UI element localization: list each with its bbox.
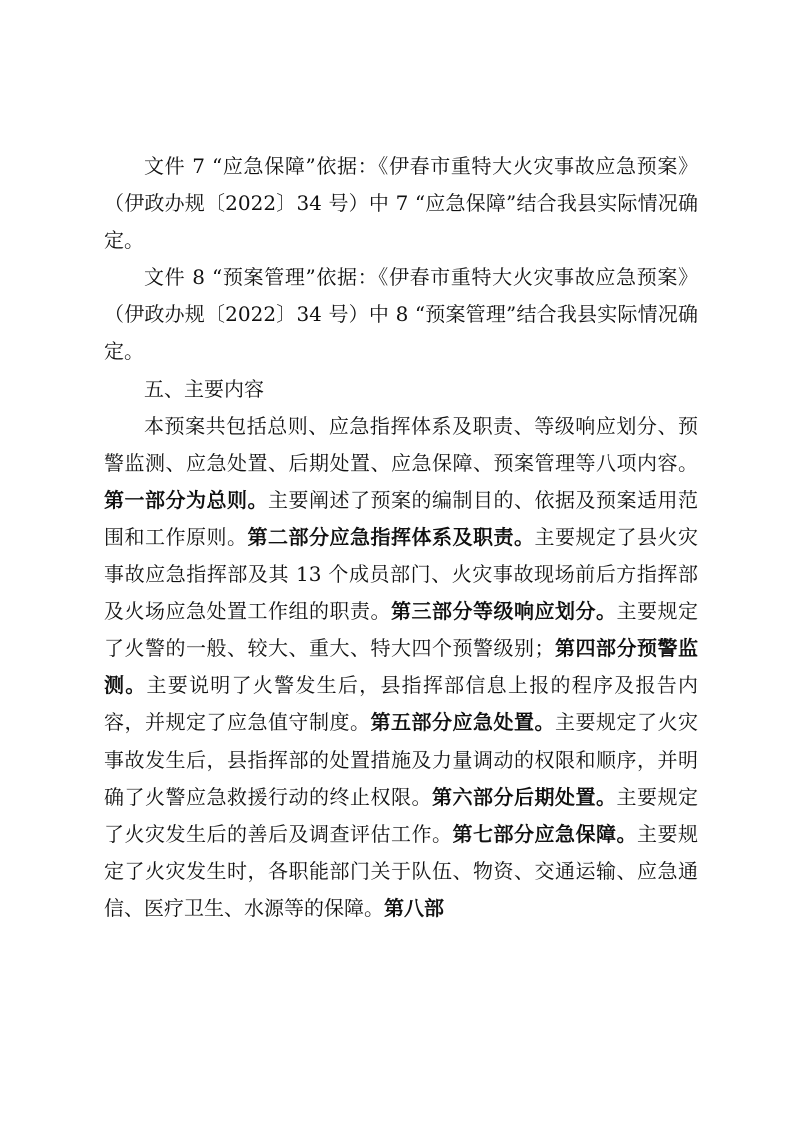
paragraph-main-content — [104, 408, 698, 927]
bold-section-title: 第二部分应急指挥体系及职责。 — [247, 524, 535, 549]
paragraph-file-7 — [104, 148, 698, 259]
text-run: 主要规定了火灾发生时，各职能部门关于队伍、物资、交通运输、应急通信、医疗卫生、水源等的保障。 — [104, 821, 698, 920]
bold-section-title: 第五部分应急处置。 — [370, 710, 555, 735]
text-run: 主要规定了火灾发生后的善后及调查评估工作。 — [104, 784, 698, 846]
text-run: 主要说明了火警发生后，县指挥部信息上报的程序及报告内容，并规定了应急值守制度。 — [104, 673, 699, 735]
heading-text: 五、主要内容 — [144, 376, 264, 401]
bold-section-title: 第一部分为总则。 — [104, 487, 268, 512]
bold-section-title: 第四部分预警监测。 — [104, 636, 698, 698]
bold-section-title: 第七部分应急保障。 — [452, 821, 637, 846]
bold-section-title: 第六部分后期处置。 — [432, 784, 617, 809]
text-run: 文件 8 “预案管理”依据：《伊春市重特大火灾事故应急预案》（伊政办规〔2022〕34 号）中 8 “预案管理”结合我县实际情况确定。 — [104, 265, 698, 364]
text-run: 主要阐述了预案的编制目的、依据及预案适用范围和工作原则。 — [104, 487, 698, 549]
text-run: 文件 7 “应急保障”依据：《伊春市重特大火灾事故应急预案》（伊政办规〔2022〕34 号）中 7 “应急保障”结合我县实际情况确定。 — [104, 154, 698, 253]
text-run: 主要规定了火灾事故发生后，县指挥部的处置措施及力量调动的权限和顺序，并明确了火警应急救援行动的终止权限。 — [104, 710, 698, 809]
paragraph-file-8 — [104, 259, 698, 370]
bold-section-title: 第三部分等级响应划分。 — [391, 599, 617, 624]
text-run: 主要规定了火警的一般、较大、重大、特大四个预警级别； — [104, 599, 698, 661]
document-body — [104, 148, 698, 927]
bold-section-title: 第八部 — [384, 895, 444, 920]
text-run: 主要规定了县火灾事故应急指挥部及其 13 个成员部门、火灾事故现场前后方指挥部及火场应急处置工作组的职责。 — [104, 524, 698, 624]
text-run: 本预案共包括总则、应急指挥体系及职责、等级响应划分、预警监测、应急处置、后期处置、应急保障、预案管理等八项内容。 — [104, 413, 698, 475]
section-heading-main-content — [104, 371, 698, 408]
